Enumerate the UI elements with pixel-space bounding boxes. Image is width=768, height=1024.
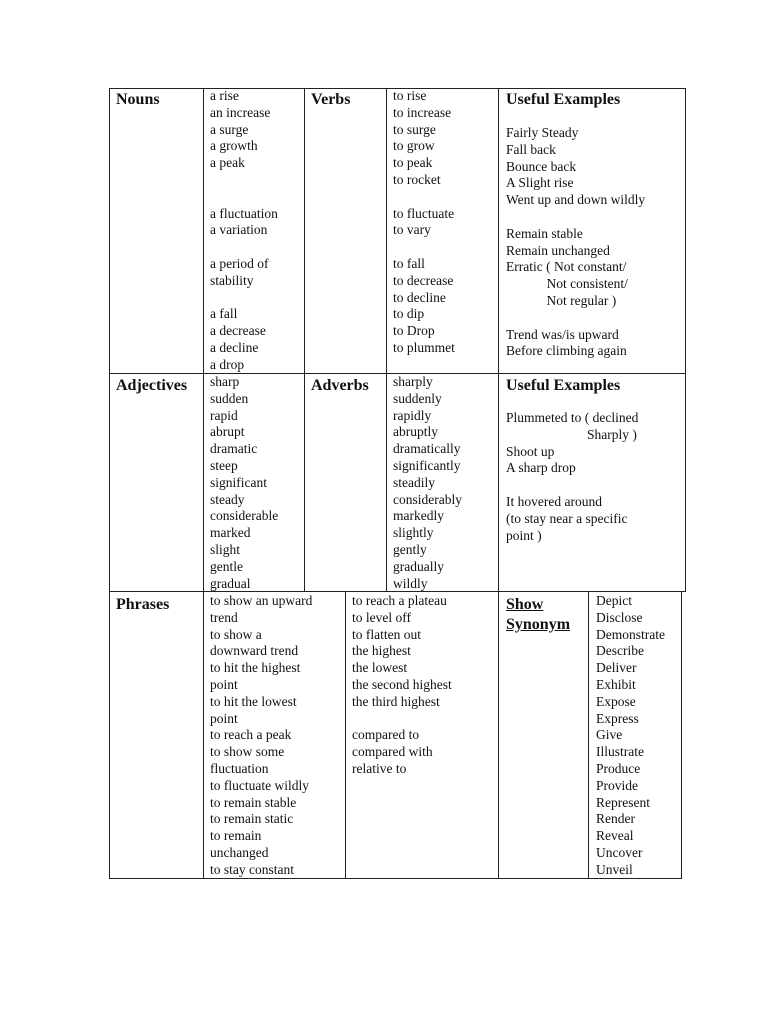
list-item: to decrease [393, 272, 454, 288]
list-item: to hit the lowest [210, 693, 297, 709]
nouns-list [210, 88, 278, 374]
list-item: It hovered around [506, 493, 602, 509]
list-item: a period of [210, 255, 269, 271]
list-item: stability [210, 272, 254, 288]
list-item: to remain stable [210, 794, 297, 810]
list-item: significantly [393, 457, 461, 473]
list-item: Remain unchanged [506, 242, 610, 258]
list-item: Provide [596, 777, 638, 793]
show-synonym-header-line1: Show [506, 596, 544, 613]
list-item: to show some [210, 744, 285, 760]
adverbs-header: Adverbs [311, 377, 369, 394]
list-item: rapidly [393, 407, 432, 423]
table-border-left [109, 88, 110, 879]
list-item: sharp [210, 374, 240, 389]
list-item: to reach a plateau [352, 593, 447, 608]
list-item: Depict [596, 593, 632, 608]
list-item: a drop [210, 356, 245, 372]
list-item: Sharply ) [506, 426, 637, 442]
useful-examples-header-1: Useful Examples [506, 91, 621, 108]
list-item [210, 239, 278, 256]
list-item: wildly [393, 575, 428, 591]
list-item: sudden [210, 390, 249, 406]
list-item: Illustrate [596, 744, 644, 760]
list-item [393, 189, 455, 206]
list-item: gently [393, 541, 427, 557]
list-item: to decline [393, 289, 446, 305]
list-item: Give [596, 727, 623, 743]
list-item: a growth [210, 138, 258, 154]
list-item: gentle [210, 558, 243, 574]
list-item: to flatten out [352, 626, 421, 642]
list-item: the lowest [352, 660, 408, 676]
verbs-list [393, 88, 455, 357]
list-item: considerably [393, 491, 462, 507]
list-item [210, 189, 278, 206]
list-item: (to stay near a specific [506, 510, 628, 526]
list-item: A Slight rise [506, 175, 574, 191]
list-item: Render [596, 811, 635, 827]
list-item: to dip [393, 306, 425, 322]
list-item: to increase [393, 104, 452, 120]
list-item: to stay constant [210, 861, 294, 877]
list-item: Uncover [596, 844, 643, 860]
col-divider-b [304, 88, 305, 591]
list-item: Plummeted to ( declined [506, 410, 639, 425]
list-item: to fluctuate wildly [210, 777, 309, 793]
show-synonym-header-line2: Synonym [506, 616, 571, 633]
phrases-header: Phrases [116, 596, 170, 613]
list-item: a variation [210, 222, 268, 238]
list-item: Not consistent/ [506, 276, 628, 292]
list-item: point [210, 710, 238, 726]
list-item: Express [596, 710, 639, 726]
list-item: to rise [393, 88, 427, 103]
list-item: sharply [393, 374, 433, 389]
list-item: Produce [596, 760, 641, 776]
list-item: steady [210, 491, 245, 507]
list-item: trend [210, 609, 238, 625]
list-item: Describe [596, 643, 644, 659]
list-item: Demonstrate [596, 626, 665, 642]
list-item: Trend was/is upward [506, 326, 619, 342]
list-item: a decline [210, 339, 259, 355]
phrases-list-2 [352, 593, 452, 778]
list-item: to plummet [393, 339, 455, 355]
list-item: to remain static [210, 811, 294, 827]
list-item: compared to [352, 727, 420, 743]
list-item: a rise [210, 88, 239, 103]
list-item [506, 310, 645, 327]
list-item: to fluctuate [393, 205, 455, 221]
list-item: Reveal [596, 828, 634, 844]
useful-examples-list-2 [506, 410, 638, 544]
list-item: to surge [393, 121, 436, 137]
list-item: Erratic ( Not constant/ [506, 259, 627, 275]
list-item: Represent [596, 794, 650, 810]
list-item: Bounce back [506, 158, 577, 174]
list-item: a peak [210, 155, 245, 171]
list-item: A sharp drop [506, 460, 576, 476]
list-item: Fairly Steady [506, 125, 579, 140]
synonyms-list [596, 593, 665, 879]
col-divider-e [498, 88, 499, 879]
list-item [210, 172, 278, 189]
list-item: rapid [210, 407, 238, 423]
list-item: to level off [352, 609, 411, 625]
list-item [352, 711, 452, 728]
list-item: gradually [393, 558, 444, 574]
useful-examples-list-1 [506, 125, 645, 360]
list-item: Remain stable [506, 225, 583, 241]
list-item: an increase [210, 104, 271, 120]
list-item: slightly [393, 525, 434, 541]
nouns-header: Nouns [116, 91, 160, 108]
list-item: dramatically [393, 441, 461, 457]
list-item: abrupt [210, 424, 245, 440]
list-item: to grow [393, 138, 435, 154]
list-item: fluctuation [210, 760, 269, 776]
list-item: to rocket [393, 171, 441, 187]
list-item: steep [210, 457, 238, 473]
list-item: slight [210, 541, 241, 557]
list-item: considerable [210, 508, 279, 524]
list-item: to reach a peak [210, 727, 292, 743]
list-item: Expose [596, 693, 636, 709]
list-item: to fall [393, 255, 425, 271]
list-item: point ) [506, 527, 542, 543]
table-border-right-lower [681, 591, 682, 879]
adverbs-list [393, 374, 462, 592]
list-item: marked [210, 525, 251, 541]
adjectives-list [210, 374, 278, 592]
list-item: Not regular ) [506, 292, 617, 308]
list-item: a decrease [210, 323, 266, 339]
list-item: downward trend [210, 643, 299, 659]
list-item: abruptly [393, 424, 438, 440]
table-border-right-upper [685, 88, 686, 591]
adjectives-header: Adjectives [116, 377, 188, 394]
list-item: Unveil [596, 861, 633, 877]
list-item [393, 239, 455, 256]
list-item: to peak [393, 155, 433, 171]
list-item: compared with [352, 744, 433, 760]
list-item [506, 477, 638, 494]
list-item: gradual [210, 575, 251, 591]
list-item: a fall [210, 306, 238, 322]
useful-examples-header-2: Useful Examples [506, 377, 621, 394]
list-item: unchanged [210, 844, 269, 860]
list-item: dramatic [210, 441, 258, 457]
list-item: steadily [393, 474, 435, 490]
list-item: Deliver [596, 660, 637, 676]
list-item: to hit the highest [210, 660, 301, 676]
list-item: the second highest [352, 676, 452, 692]
list-item: to remain [210, 828, 262, 844]
list-item: to vary [393, 222, 431, 238]
list-item [506, 209, 645, 226]
col-divider-a [203, 88, 204, 879]
list-item: to Drop [393, 323, 435, 339]
list-item: significant [210, 474, 267, 490]
col-divider-c [386, 88, 387, 591]
phrases-list-1 [210, 593, 312, 879]
list-item: a surge [210, 121, 249, 137]
list-item: to show an upward [210, 593, 313, 608]
list-item [210, 290, 278, 307]
list-item: Fall back [506, 141, 556, 157]
list-item: Shoot up [506, 443, 555, 459]
list-item: point [210, 676, 238, 692]
list-item: relative to [352, 760, 407, 776]
list-item: Went up and down wildly [506, 192, 646, 208]
list-item: Before climbing again [506, 343, 627, 359]
list-item: the third highest [352, 693, 440, 709]
list-item: suddenly [393, 390, 442, 406]
list-item: Exhibit [596, 676, 636, 692]
list-item: markedly [393, 508, 444, 524]
list-item: to show a [210, 626, 262, 642]
list-item: Disclose [596, 609, 643, 625]
col-divider-f [588, 591, 589, 879]
col-divider-d [345, 591, 346, 879]
list-item: the highest [352, 643, 411, 659]
list-item: a fluctuation [210, 205, 278, 221]
verbs-header: Verbs [311, 91, 351, 108]
